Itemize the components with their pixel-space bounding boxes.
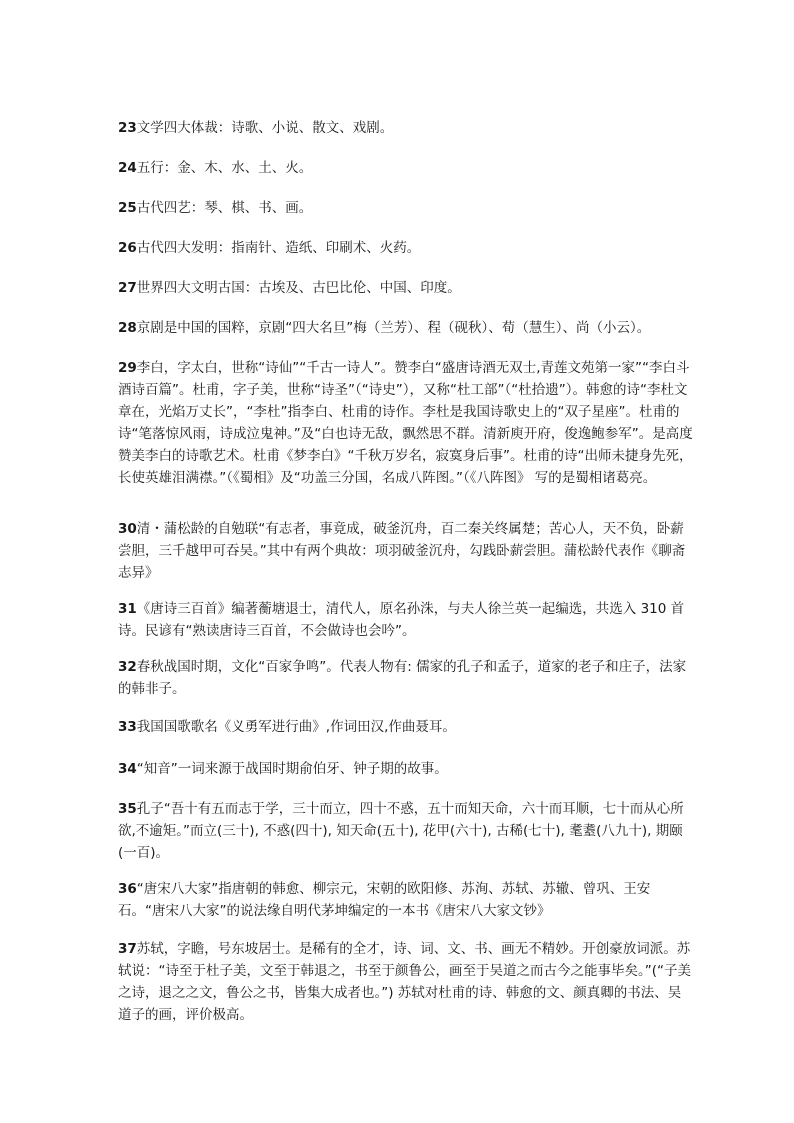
- item-text: 孔子“吾十有五而志于学，三十而立，四十不惑，五十而知天命，六十而耳顺，七十而从心所欲,不逾矩。”而立(三十), 不惑(四十), 知天命(五十), 花甲(六十), 古稀(七十), 耄耋(八九十), 期颐(一百)。: [118, 801, 684, 861]
- item-number: 26: [118, 240, 137, 256]
- item-number: 31: [118, 601, 137, 617]
- item-text: 古代四大发明：指南针、造纸、印刷术、火药。: [136, 240, 421, 256]
- item-text: “知音”一词来源于战国时期俞伯牙、钟子期的故事。: [136, 761, 448, 777]
- item-text: 五行：金、木、水、土、火。: [136, 160, 313, 176]
- item-number: 28: [118, 320, 137, 336]
- item-text: 我国国歌歌名《义勇军进行曲》,作词田汉,作曲聂耳。: [136, 719, 456, 735]
- item-text: 古代四艺：琴、棋、书、画。: [136, 200, 313, 216]
- list-item: [118, 798, 693, 864]
- list-item: [118, 878, 693, 922]
- item-number: 27: [118, 280, 137, 296]
- item-number: 33: [118, 719, 137, 735]
- list-item: [118, 277, 693, 299]
- item-number: 25: [118, 200, 137, 216]
- item-number: 24: [118, 160, 137, 176]
- item-number: 37: [118, 941, 137, 957]
- item-text: 《唐诗三百首》编著蘅塘退士，清代人，原名孙洙，与夫人徐兰英一起编选，共选入 310 首诗。民谚有“熟读唐诗三百首，不会做诗也会吟”。: [118, 601, 685, 639]
- item-text: “唐宋八大家”指唐朝的韩愈、柳宗元，宋朝的欧阳修、苏洵、苏轼、苏辙、曾巩、王安石。“唐宋八大家”的说法缘自明代茅坤编定的一本书《唐宋八大家文钞》: [118, 881, 651, 919]
- item-number: 32: [118, 659, 137, 675]
- item-number: 30: [118, 521, 137, 537]
- list-item: [118, 117, 693, 139]
- item-text: 文学四大体裁：诗歌、小说、散文、戏剧。: [136, 120, 394, 136]
- list-item: [118, 357, 693, 489]
- list-item: [118, 317, 693, 339]
- list-item: [118, 237, 693, 259]
- list-item: [118, 598, 693, 642]
- item-text: 京剧是中国的国粹，京剧“四大名旦”梅（兰芳）、程（砚秋）、荀（慧生）、尚（小云）。: [136, 320, 651, 336]
- item-text: 春秋战国时期，文化“百家争鸣”。代表人物有: 儒家的孔子和孟子，道家的老子和庄子，法家的韩非子。: [118, 659, 687, 697]
- list-item: [118, 938, 693, 1026]
- item-text: 苏轼，字瞻，号东坡居士。是稀有的全才，诗、词、文、书、画无不精妙。开创豪放词派。苏轼说：“诗至于杜子美，文至于韩退之，书至于颜鲁公，画至于吴道之而古今之能事毕矣。”(“子美之诗，退之之文，鲁公之书，皆集大成者也。”) 苏轼对杜甫的诗、韩愈的文、颜真卿的书法、吴道子的画，评价极高。: [118, 941, 691, 1023]
- item-number: 29: [118, 360, 137, 376]
- item-number: 36: [118, 881, 137, 897]
- item-number: 35: [118, 801, 137, 817]
- item-text: 李白，字太白，世称“诗仙”“千古一诗人”。赞李白“盛唐诗酒无双士,青莲文苑第一家”“李白斗酒诗百篇”。杜甫，字子美，世称“诗圣”（“诗史”），又称“杜工部”（“杜拾遗”）。韩愈的诗“李杜文章在，光焰万丈长”，“李杜”指李白、杜甫的诗作。李杜是我国诗歌史上的“双子星座”。杜甫的诗“笔落惊风雨，诗成泣鬼神。”及“白也诗无敌，飘然思不群。清新庾开府，俊逸鲍参军”。是高度赞美李白的诗歌艺术。杜甫《梦李白》“千秋万岁名，寂寞身后事”。杜甫的诗“出师未捷身先死，长使英雄泪满襟。”（《蜀相》及“功盖三分国，名成八阵图。”（《八阵图》 写的是蜀相诸葛亮。: [118, 360, 693, 486]
- item-number: 23: [118, 120, 137, 136]
- item-text: 世界四大文明古国：古埃及、古巴比伦、中国、印度。: [136, 280, 461, 296]
- list-item: [118, 197, 693, 219]
- list-item: [118, 157, 693, 179]
- list-item: [118, 716, 693, 738]
- list-item: [118, 758, 693, 780]
- list-item: [118, 518, 693, 584]
- item-number: 34: [118, 761, 137, 777]
- list-item: [118, 656, 693, 700]
- item-text: 清・蒲松龄的自勉联“有志者，事竟成，破釜沉舟，百二秦关终属楚；苦心人，天不负，卧薪尝胆，三千越甲可吞吴。”其中有两个典故：项羽破釜沉舟，勾践卧薪尝胆。蒲松龄代表作《聊斋志异》: [118, 521, 686, 581]
